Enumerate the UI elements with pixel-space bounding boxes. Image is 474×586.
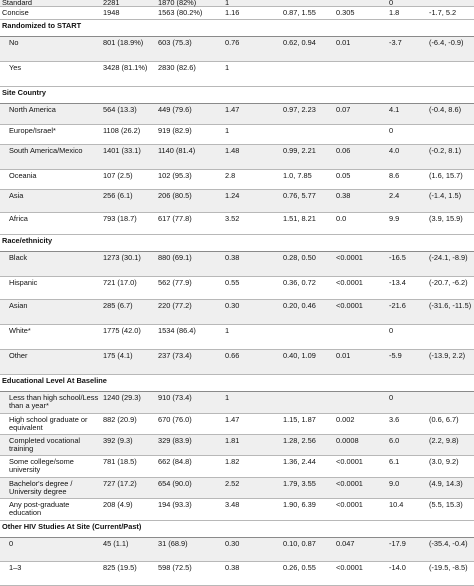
table-row bbox=[0, 277, 474, 300]
cell-odds-ratio: 1.16 bbox=[225, 8, 240, 17]
table-row bbox=[0, 0, 474, 7]
cell-n: 564 (13.3) bbox=[103, 105, 137, 114]
cell-n: 825 (19.5) bbox=[103, 563, 137, 572]
cell-difference: -14.0 bbox=[389, 563, 406, 572]
cell-odds-ratio: 1 bbox=[225, 326, 230, 335]
cell-difference: 6.0 bbox=[389, 436, 400, 445]
cell-adherent: 2830 (82.6) bbox=[158, 63, 196, 72]
cell-adherent: 598 (72.5) bbox=[158, 563, 192, 572]
section-header bbox=[0, 20, 474, 37]
table-row bbox=[0, 538, 474, 562]
cell-difference-ci: (4.9, 14.3) bbox=[429, 479, 463, 488]
cell-adherent: 1534 (86.4) bbox=[158, 326, 196, 335]
cell-difference-ci: (-6.4, -0.9) bbox=[429, 38, 464, 47]
cell-difference: 1.8 bbox=[389, 8, 400, 17]
cell-adherent: 880 (69.1) bbox=[158, 253, 192, 262]
cell-difference-ci: (-31.6, -11.5) bbox=[429, 301, 472, 310]
cell-n: 285 (6.7) bbox=[103, 301, 133, 310]
section-title: Race/ethnicity bbox=[2, 236, 53, 245]
cell-difference: 0 bbox=[389, 0, 394, 7]
cell-difference-ci: (-35.4, -0.4) bbox=[429, 539, 468, 548]
cell-adherent: 662 (84.8) bbox=[158, 457, 192, 466]
row-label: Other bbox=[9, 351, 28, 360]
cell-n: 721 (17.0) bbox=[103, 278, 137, 287]
cell-difference: 0 bbox=[389, 126, 394, 135]
cell-confidence-interval: 0.87, 1.55 bbox=[283, 8, 316, 17]
cell-confidence-interval: 1.79, 3.55 bbox=[283, 479, 316, 488]
cell-difference: 0 bbox=[389, 393, 394, 402]
cell-difference: 4.0 bbox=[389, 146, 400, 155]
cell-difference: -13.4 bbox=[389, 278, 406, 287]
cell-adherent: 1870 (82%) bbox=[158, 0, 197, 7]
cell-odds-ratio: 3.48 bbox=[225, 500, 240, 509]
cell-difference-ci: (0.6, 6.7) bbox=[429, 415, 459, 424]
cell-p-value: <0.0001 bbox=[336, 500, 363, 509]
cell-p-value: <0.0001 bbox=[336, 479, 363, 488]
cell-p-value: 0.305 bbox=[336, 8, 355, 17]
cell-odds-ratio: 0.76 bbox=[225, 38, 240, 47]
table-row bbox=[0, 62, 474, 87]
cell-difference: -3.7 bbox=[389, 38, 402, 47]
section-title: Educational Level At Baseline bbox=[2, 376, 107, 385]
cell-n: 3428 (81.1%) bbox=[103, 63, 148, 72]
cell-confidence-interval: 0.99, 2.21 bbox=[283, 146, 316, 155]
cell-n: 256 (6.1) bbox=[103, 191, 133, 200]
cell-confidence-interval: 1.28, 2.56 bbox=[283, 436, 316, 445]
table-row bbox=[0, 7, 474, 20]
cell-difference: -16.5 bbox=[389, 253, 406, 262]
cell-confidence-interval: 1.36, 2.44 bbox=[283, 457, 316, 466]
cell-odds-ratio: 1.81 bbox=[225, 436, 240, 445]
row-label: Asia bbox=[9, 191, 24, 200]
section-header bbox=[0, 375, 474, 392]
cell-confidence-interval: 0.36, 0.72 bbox=[283, 278, 316, 287]
cell-confidence-interval: 0.62, 0.94 bbox=[283, 38, 316, 47]
row-label: South America/Mexico bbox=[9, 146, 83, 155]
cell-adherent: 102 (95.3) bbox=[158, 171, 192, 180]
cell-odds-ratio: 1.82 bbox=[225, 457, 240, 466]
row-label: Completed vocational training bbox=[9, 436, 81, 454]
cell-difference: 10.4 bbox=[389, 500, 404, 509]
cell-adherent: 562 (77.9) bbox=[158, 278, 192, 287]
cell-adherent: 220 (77.2) bbox=[158, 301, 192, 310]
table-row bbox=[0, 145, 474, 170]
cell-odds-ratio: 1.47 bbox=[225, 105, 240, 114]
table-row bbox=[0, 300, 474, 325]
cell-n: 1240 (29.3) bbox=[103, 393, 141, 402]
cell-n: 175 (4.1) bbox=[103, 351, 133, 360]
cell-adherent: 603 (75.3) bbox=[158, 38, 192, 47]
cell-p-value: 0.06 bbox=[336, 146, 351, 155]
row-label: 1–3 bbox=[9, 563, 22, 572]
cell-difference: 9.9 bbox=[389, 214, 400, 223]
row-label: Oceania bbox=[9, 171, 37, 180]
cell-difference-ci: -1.7, 5.2 bbox=[429, 8, 457, 17]
cell-n: 793 (18.7) bbox=[103, 214, 137, 223]
row-label: Yes bbox=[9, 63, 22, 72]
cell-p-value: 0.0008 bbox=[336, 436, 359, 445]
section-header bbox=[0, 521, 474, 538]
cell-confidence-interval: 0.28, 0.50 bbox=[283, 253, 316, 262]
cell-confidence-interval: 1.0, 7.85 bbox=[283, 171, 312, 180]
cell-adherent: 206 (80.5) bbox=[158, 191, 192, 200]
row-label: Asian bbox=[9, 301, 28, 310]
cell-p-value: <0.0001 bbox=[336, 301, 363, 310]
cell-odds-ratio: 1.47 bbox=[225, 415, 240, 424]
section-title: Site Country bbox=[2, 88, 46, 97]
row-label: Africa bbox=[9, 214, 28, 223]
cell-n: 727 (17.2) bbox=[103, 479, 137, 488]
cell-p-value: 0.002 bbox=[336, 415, 355, 424]
cell-confidence-interval: 0.10, 0.87 bbox=[283, 539, 316, 548]
cell-odds-ratio: 1.48 bbox=[225, 146, 240, 155]
row-label: High school graduate or equivalent bbox=[9, 415, 88, 433]
cell-difference: 4.1 bbox=[389, 105, 400, 114]
table-row bbox=[0, 213, 474, 235]
cell-p-value: 0.07 bbox=[336, 105, 351, 114]
row-label: White* bbox=[9, 326, 31, 335]
row-label: No bbox=[9, 38, 19, 47]
cell-n: 801 (18.9%) bbox=[103, 38, 144, 47]
cell-confidence-interval: 1.15, 1.87 bbox=[283, 415, 316, 424]
cell-adherent: 919 (82.9) bbox=[158, 126, 192, 135]
cell-difference: -21.6 bbox=[389, 301, 406, 310]
cell-p-value: 0.01 bbox=[336, 38, 351, 47]
cell-odds-ratio: 1 bbox=[225, 0, 230, 7]
cell-odds-ratio: 1 bbox=[225, 63, 230, 72]
cell-adherent: 1563 (80.2%) bbox=[158, 8, 203, 17]
cell-p-value: 0.0 bbox=[336, 214, 347, 223]
cell-difference: -5.9 bbox=[389, 351, 402, 360]
cell-n: 2281 bbox=[103, 0, 120, 7]
cell-difference-ci: (1.6, 15.7) bbox=[429, 171, 463, 180]
cell-adherent: 237 (73.4) bbox=[158, 351, 192, 360]
cell-adherent: 449 (79.6) bbox=[158, 105, 192, 114]
cell-odds-ratio: 0.66 bbox=[225, 351, 240, 360]
cell-difference-ci: (-13.9, 2.2) bbox=[429, 351, 466, 360]
cell-difference-ci: (3.0, 9.2) bbox=[429, 457, 459, 466]
cell-confidence-interval: 1.90, 6.39 bbox=[283, 500, 316, 509]
cell-difference-ci: (-24.1, -8.9) bbox=[429, 253, 468, 262]
cell-odds-ratio: 0.38 bbox=[225, 253, 240, 262]
table-row bbox=[0, 325, 474, 350]
table-row bbox=[0, 252, 474, 277]
cell-p-value: <0.0001 bbox=[336, 563, 363, 572]
cell-difference: 3.6 bbox=[389, 415, 400, 424]
table-row bbox=[0, 456, 474, 478]
row-label: North America bbox=[9, 105, 56, 114]
cell-p-value: <0.0001 bbox=[336, 457, 363, 466]
cell-p-value: 0.38 bbox=[336, 191, 351, 200]
table-row bbox=[0, 478, 474, 499]
cell-difference: -17.9 bbox=[389, 539, 406, 548]
section-header bbox=[0, 87, 474, 104]
cell-p-value: <0.0001 bbox=[336, 253, 363, 262]
cell-adherent: 670 (76.0) bbox=[158, 415, 192, 424]
cell-difference: 8.6 bbox=[389, 171, 400, 180]
cell-n: 1775 (42.0) bbox=[103, 326, 141, 335]
cell-odds-ratio: 2.52 bbox=[225, 479, 240, 488]
table-row bbox=[0, 414, 474, 435]
cell-difference-ci: (-0.4, 8.6) bbox=[429, 105, 462, 114]
row-label: Some college/some university bbox=[9, 457, 74, 475]
cell-odds-ratio: 0.38 bbox=[225, 563, 240, 572]
section-title: Other HIV Studies At Site (Current/Past) bbox=[2, 522, 142, 531]
cell-n: 392 (9.3) bbox=[103, 436, 133, 445]
table-row bbox=[0, 170, 474, 190]
cell-difference: 9.0 bbox=[389, 479, 400, 488]
cell-odds-ratio: 0.55 bbox=[225, 278, 240, 287]
cell-p-value: 0.05 bbox=[336, 171, 351, 180]
table-row bbox=[0, 37, 474, 62]
cell-difference-ci: (5.5, 15.3) bbox=[429, 500, 463, 509]
cell-adherent: 31 (68.9) bbox=[158, 539, 188, 548]
cell-difference-ci: (-20.7, -6.2) bbox=[429, 278, 468, 287]
cell-difference: 0 bbox=[389, 326, 394, 335]
cell-odds-ratio: 3.52 bbox=[225, 214, 240, 223]
table-row bbox=[0, 350, 474, 375]
cell-n: 45 (1.1) bbox=[103, 539, 129, 548]
row-label: 0 bbox=[9, 539, 14, 548]
row-label: Black bbox=[9, 253, 28, 262]
section-header bbox=[0, 235, 474, 252]
cell-difference-ci: (3.9, 15.9) bbox=[429, 214, 463, 223]
cell-n: 781 (18.5) bbox=[103, 457, 137, 466]
cell-confidence-interval: 1.51, 8.21 bbox=[283, 214, 316, 223]
row-label: Bachelor's degree / University degree bbox=[9, 479, 73, 497]
row-label: Hispanic bbox=[9, 278, 38, 287]
table-row bbox=[0, 190, 474, 213]
cell-difference: 6.1 bbox=[389, 457, 400, 466]
cell-n: 107 (2.5) bbox=[103, 171, 133, 180]
cell-p-value: <0.0001 bbox=[336, 278, 363, 287]
cell-adherent: 617 (77.8) bbox=[158, 214, 192, 223]
cell-difference: 2.4 bbox=[389, 191, 400, 200]
cell-adherent: 910 (73.4) bbox=[158, 393, 192, 402]
cell-confidence-interval: 0.76, 5.77 bbox=[283, 191, 316, 200]
cell-n: 208 (4.9) bbox=[103, 500, 133, 509]
cell-odds-ratio: 2.8 bbox=[225, 171, 236, 180]
table-row bbox=[0, 125, 474, 145]
cell-confidence-interval: 0.26, 0.55 bbox=[283, 563, 316, 572]
section-title: Randomized to START bbox=[2, 21, 82, 30]
cell-n: 1401 (33.1) bbox=[103, 146, 141, 155]
cell-difference-ci: (-1.4, 1.5) bbox=[429, 191, 462, 200]
table-row bbox=[0, 392, 474, 414]
cell-odds-ratio: 1 bbox=[225, 393, 230, 402]
cell-adherent: 329 (83.9) bbox=[158, 436, 192, 445]
cell-n: 882 (20.9) bbox=[103, 415, 137, 424]
cell-p-value: 0.01 bbox=[336, 351, 351, 360]
cell-odds-ratio: 1.24 bbox=[225, 191, 240, 200]
cell-confidence-interval: 0.20, 0.46 bbox=[283, 301, 316, 310]
cell-adherent: 654 (90.0) bbox=[158, 479, 192, 488]
cell-odds-ratio: 0.30 bbox=[225, 301, 240, 310]
cell-odds-ratio: 1 bbox=[225, 126, 230, 135]
cell-n: 1948 bbox=[103, 8, 120, 17]
row-label: Less than high school/Less than a year* bbox=[9, 393, 99, 411]
cell-n: 1108 (26.2) bbox=[103, 126, 141, 135]
cell-difference-ci: (-19.5, -8.5) bbox=[429, 563, 468, 572]
table-row bbox=[0, 562, 474, 586]
cell-odds-ratio: 0.30 bbox=[225, 539, 240, 548]
cell-adherent: 1140 (81.4) bbox=[158, 146, 196, 155]
row-label: Europe/Israel* bbox=[9, 126, 56, 135]
table-row bbox=[0, 104, 474, 125]
table-row bbox=[0, 435, 474, 456]
cell-p-value: 0.047 bbox=[336, 539, 355, 548]
row-label: Any post-graduate education bbox=[9, 500, 70, 518]
cell-confidence-interval: 0.40, 1.09 bbox=[283, 351, 316, 360]
row-label: Concise bbox=[2, 8, 29, 17]
cell-n: 1273 (30.1) bbox=[103, 253, 141, 262]
cell-adherent: 194 (93.3) bbox=[158, 500, 192, 509]
cell-confidence-interval: 0.97, 2.23 bbox=[283, 105, 316, 114]
cell-difference-ci: (-0.2, 8.1) bbox=[429, 146, 462, 155]
row-label: Standard bbox=[2, 0, 32, 7]
table-row bbox=[0, 499, 474, 521]
cell-difference-ci: (2.2, 9.8) bbox=[429, 436, 459, 445]
